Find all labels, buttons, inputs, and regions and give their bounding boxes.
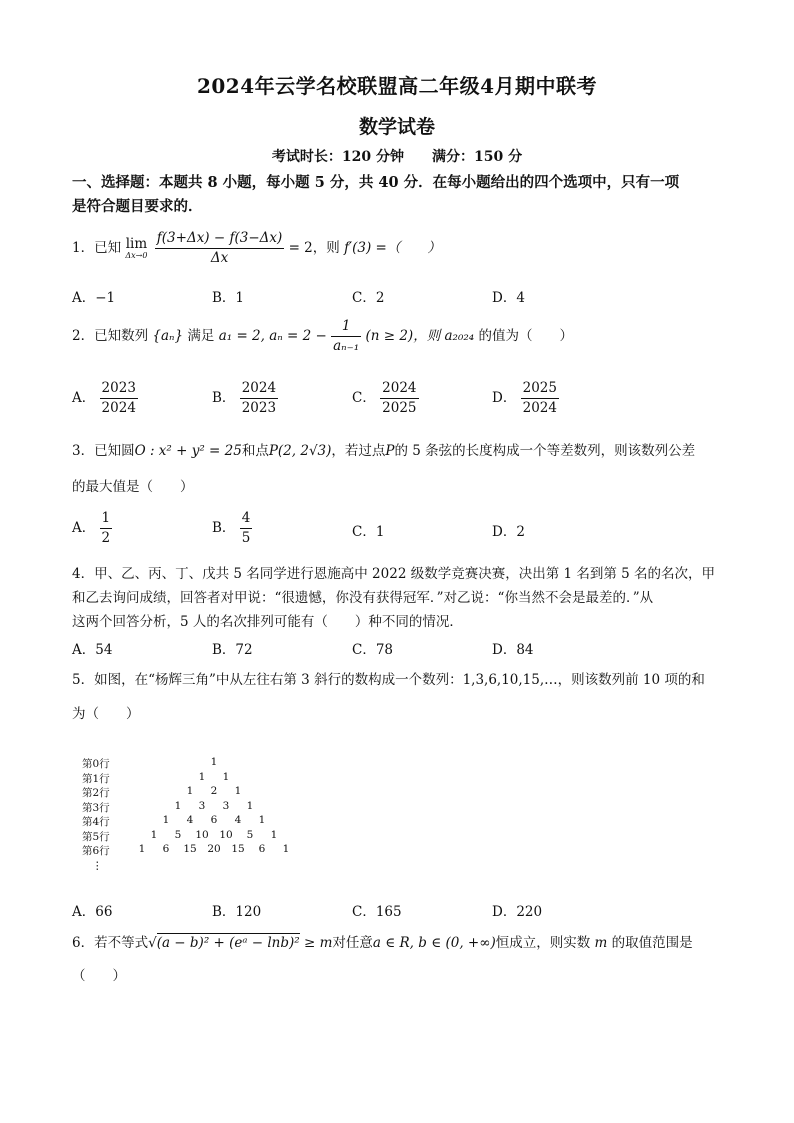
- q3-chords: 的 5 条弦的长度构成一个等差数列，则该数列公差: [394, 443, 696, 459]
- q2-option-b: [212, 380, 278, 417]
- q1-option-c: C．2: [352, 290, 385, 306]
- pascal-number: 1: [222, 770, 230, 783]
- q3-option-d-letter: D．: [492, 524, 517, 540]
- pascal-vdots: ⋮: [92, 860, 103, 872]
- q1-option-a: A．−1: [72, 290, 116, 306]
- pascal-number: 1: [282, 843, 290, 855]
- exam-title: 2024年云学名校联盟高二年级4月期中联考: [196, 74, 598, 98]
- q2-option-b-letter: B．: [212, 390, 236, 406]
- q2-option-b-den: 2023: [241, 400, 277, 416]
- question-5-line1: 5．如图，在“杨辉三角”中从左往右第 3 斜行的数构成一个数列：1,3,6,10,15,…，则该数列前 10 项的和: [72, 672, 705, 688]
- q3-option-d-text: 2: [516, 524, 525, 540]
- q6-prefix: 6．若不等式: [72, 935, 149, 951]
- q1-denominator: Δx: [210, 250, 229, 266]
- pascal-number: 15: [231, 843, 245, 855]
- pascal-number: 5: [246, 828, 254, 841]
- q2-option-d: [492, 380, 559, 417]
- pascal-number: 1: [210, 756, 218, 768]
- q3-option-b-letter: B．: [212, 520, 236, 536]
- question-3-line2: 的最大值是（ ）: [72, 479, 194, 495]
- section-heading-line2: 是符合题目要求的．: [72, 198, 203, 215]
- pascal-number: 1: [234, 785, 242, 797]
- q2-option-b-num: 2024: [240, 380, 278, 399]
- pascal-number: 1: [270, 828, 278, 841]
- q4-option-a: A．54: [72, 642, 113, 658]
- q5-option-a: A．66: [72, 904, 113, 920]
- q6-ineq: ≥ m: [303, 935, 333, 951]
- pascal-number: 1: [162, 814, 170, 826]
- q2-option-a-letter: A．: [72, 390, 96, 406]
- pascal-row-label: 第1行: [82, 772, 110, 785]
- q2-option-b-frac: [240, 380, 278, 417]
- pascal-number: 10: [219, 828, 233, 841]
- q2-frac-den: aₙ₋₁: [333, 338, 360, 354]
- question-1: [72, 230, 441, 267]
- q1-lim-word: lim: [125, 236, 148, 252]
- q5-option-c: C．165: [352, 904, 402, 920]
- q4-option-d: D．84: [492, 642, 534, 658]
- q2-seq: {aₙ}: [152, 328, 184, 344]
- q6-suffix2: 的取值范围是: [611, 935, 693, 951]
- q2-option-d-num: 2025: [521, 380, 559, 399]
- q2-option-d-den: 2024: [522, 400, 557, 416]
- exam-info: 考试时长：120 分钟 满分：150 分: [271, 149, 523, 165]
- question-3-line1: [72, 441, 695, 461]
- pascal-row-label: 第6行: [82, 845, 110, 857]
- q6-radicand: (a − b)² + (eᵃ − lnb)²: [156, 935, 300, 951]
- q2-recurrence: a₁ = 2, aₙ = 2 −: [218, 328, 327, 344]
- pascal-number: 1: [258, 814, 266, 826]
- pascal-number: 15: [183, 843, 197, 855]
- pascal-number: 5: [174, 828, 182, 841]
- pascal-number: 3: [198, 799, 206, 812]
- q6-domain: a ∈ R, b ∈ (0, +∞): [372, 935, 496, 951]
- section-heading-line1: 一、选择题：本题共 8 小题，每小题 5 分，共 40 分．在每小题给出的四个选项中，只有一项: [72, 174, 680, 191]
- pascal-number: 6: [162, 843, 170, 855]
- q2-option-a-num: 2023: [100, 380, 138, 399]
- q1-lim-sub: Δx→0: [125, 251, 148, 260]
- q3-option-c-letter: C．: [352, 524, 376, 540]
- q1-limit: [125, 237, 147, 260]
- q3-p: P: [385, 443, 395, 459]
- pascal-number: 1: [186, 785, 194, 797]
- q3-prefix: 3．已知圆: [72, 443, 135, 459]
- question-6-line2: （ ）: [72, 968, 126, 984]
- question-4-line3: 这两个回答分析，5 人的名次排列可能有（ ）种不同的情况．: [72, 614, 463, 630]
- q2-option-c-letter: C．: [352, 390, 376, 406]
- question-5-line2: 为（ ）: [72, 706, 140, 722]
- q1-numerator: f(3+Δx) − f(3−Δx): [155, 230, 284, 249]
- q3-option-b-num: 4: [240, 510, 253, 529]
- q3-option-b-frac: [240, 510, 253, 547]
- q4-option-b: B．72: [212, 642, 253, 658]
- q5-option-d: D．220: [492, 904, 543, 920]
- q1-equals: = 2，则: [288, 240, 340, 256]
- pascal-number: 4: [186, 814, 194, 826]
- q2-cond2: (n ≥ 2)，则: [365, 328, 441, 344]
- q2-fraction: [331, 318, 361, 355]
- q3-option-b-den: 5: [241, 530, 251, 546]
- pascal-number: 6: [258, 843, 266, 855]
- pascal-number: 1: [246, 799, 254, 812]
- pascal-number: 1: [198, 770, 206, 783]
- pascal-number: 3: [222, 799, 230, 812]
- q3-option-d: [492, 520, 525, 540]
- q5-option-b: B．120: [212, 904, 262, 920]
- q2-prefix: 2．已知数列: [72, 328, 149, 344]
- q2-frac-num: 1: [331, 318, 361, 337]
- pascal-number: 1: [150, 828, 158, 841]
- q2-option-d-letter: D．: [492, 390, 517, 406]
- pascal-number: 1: [138, 843, 146, 855]
- q2-cond1: 满足: [187, 328, 215, 344]
- pascal-row-label: 第4行: [82, 816, 110, 828]
- q6-m: m: [594, 935, 608, 951]
- pascal-number: 20: [207, 843, 221, 855]
- q1-fraction: [155, 230, 284, 267]
- q3-option-c-text: 1: [375, 524, 385, 540]
- q3-point: P(2, 2√3): [268, 443, 332, 459]
- q2-option-c-frac: [380, 380, 418, 417]
- q2-option-c-den: 2025: [382, 400, 417, 416]
- q3-option-a-frac: [100, 510, 113, 547]
- q2-option-c-num: 2024: [380, 380, 418, 399]
- q3-through: ，若过点: [331, 443, 386, 459]
- question-4-line2: 和乙去询问成绩，回答者对甲说：“很遗憾，你没有获得冠军．”对乙说：“你当然不会是最差的．”从: [72, 590, 654, 606]
- question-6-line1: [72, 933, 693, 953]
- exam-subtitle: 数学试卷: [358, 116, 435, 138]
- pascal-number: 1: [174, 799, 182, 812]
- question-2: [72, 318, 573, 355]
- q1-option-b: B．1: [212, 290, 245, 306]
- pascal-number: 4: [234, 814, 242, 826]
- q3-option-a-den: 2: [101, 530, 111, 546]
- q2-option-a: [72, 380, 138, 417]
- sqrt-icon: √: [148, 935, 157, 951]
- q4-option-c: C．78: [352, 642, 394, 658]
- q1-prefix: 1．已知: [72, 240, 122, 256]
- q6-cond: 对任意: [332, 935, 373, 951]
- pascal-number: 2: [210, 785, 218, 797]
- q2-option-c: [352, 380, 419, 417]
- q3-option-a-letter: A．: [72, 520, 96, 536]
- q3-option-c: [352, 520, 384, 540]
- question-4-line1: 4．甲、乙、丙、丁、戊共 5 名同学进行恩施高中 2022 级数学竞赛决赛，决出第 1 名到第 5 名的名次，甲: [72, 566, 716, 582]
- q2-target: a₂₀₂₄: [444, 328, 475, 344]
- q2-option-a-den: 2024: [101, 400, 136, 416]
- q3-option-b: [212, 510, 252, 547]
- q2-suffix: 的值为（ ）: [478, 328, 573, 344]
- q1-fprime: f′(3) =（ ）: [344, 240, 441, 256]
- q3-option-a: [72, 510, 112, 547]
- pascal-number: 10: [195, 828, 209, 841]
- pascal-row-label: 第0行: [82, 758, 110, 770]
- q6-suffix1: 恒成立，则实数: [495, 935, 591, 951]
- q3-option-a-num: 1: [100, 510, 113, 529]
- q3-and-point: 和点: [241, 443, 269, 459]
- q3-circle: O : x² + y² = 25: [134, 443, 242, 459]
- pascal-row-label: 第5行: [82, 830, 110, 843]
- q2-option-d-frac: [521, 380, 559, 417]
- pascal-number: 6: [210, 814, 218, 826]
- pascal-row-label: 第2行: [82, 787, 110, 799]
- q2-option-a-frac: [100, 380, 138, 417]
- q1-option-d: D．4: [492, 290, 525, 306]
- pascal-row-label: 第3行: [82, 801, 110, 814]
